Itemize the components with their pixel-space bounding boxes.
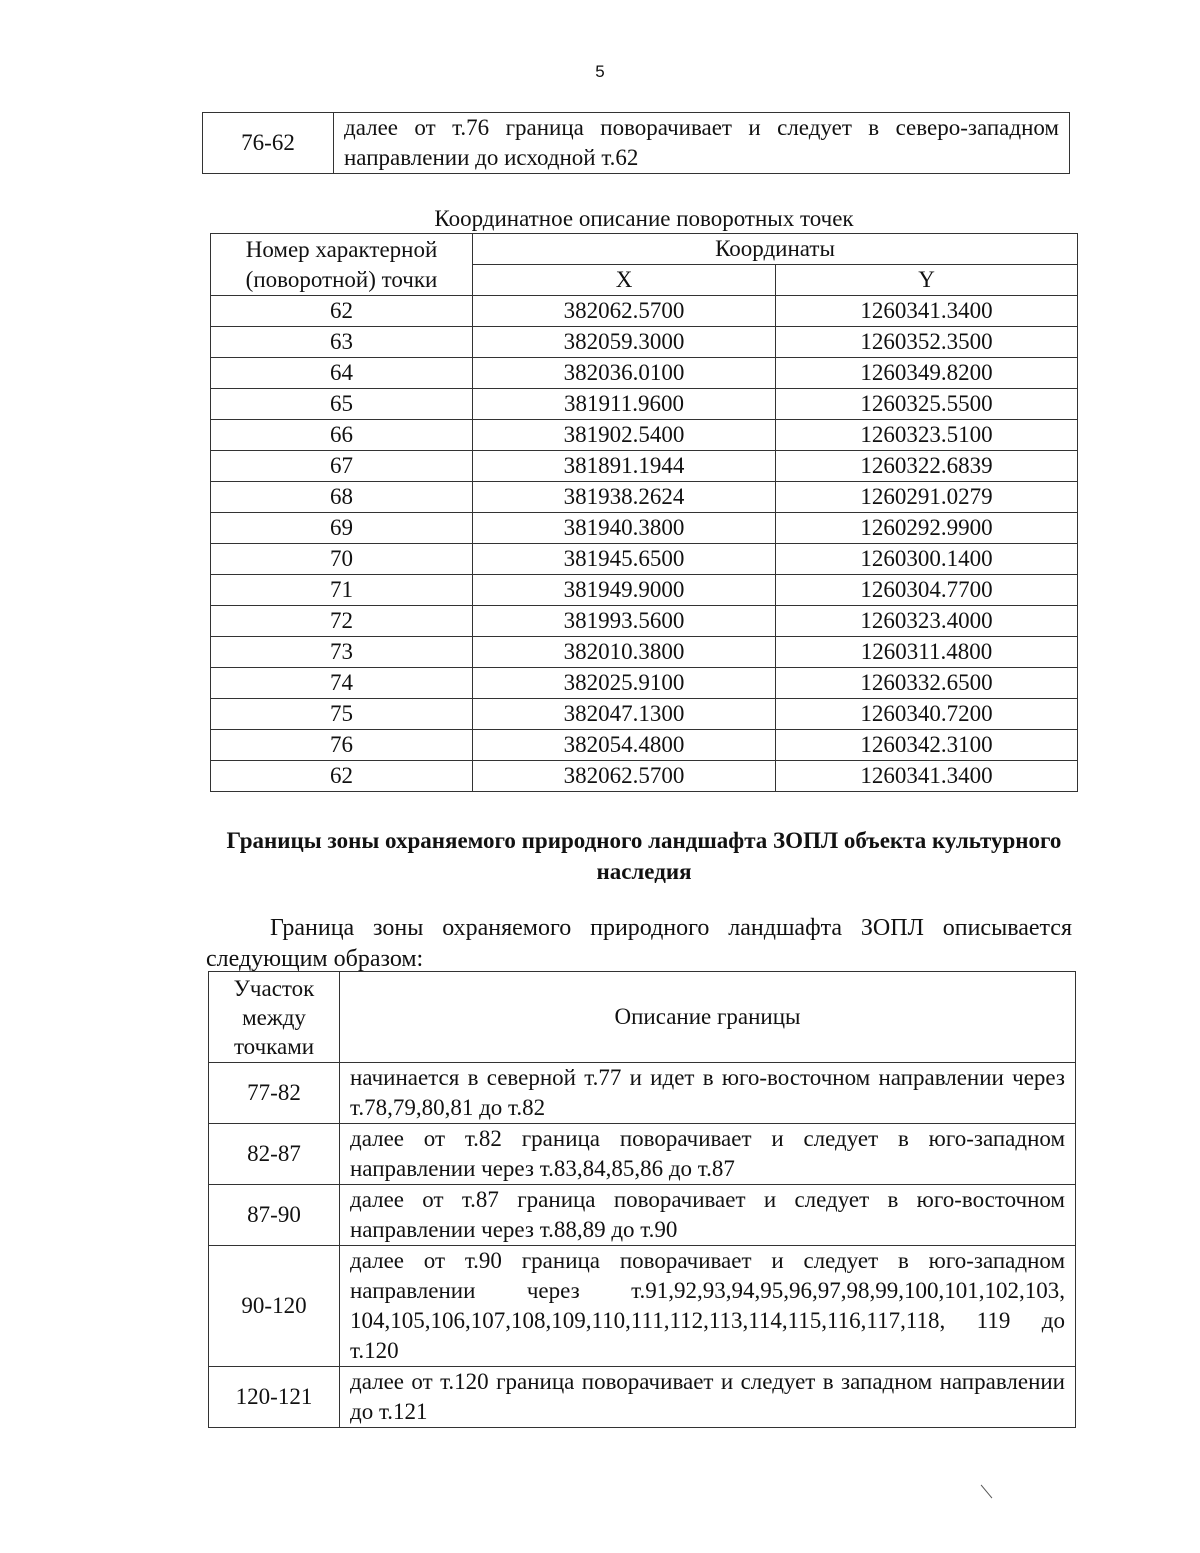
y-coordinate-cell: 1260323.4000 xyxy=(776,606,1078,637)
y-coordinate-cell: 1260349.8200 xyxy=(776,358,1078,389)
x-coordinate-cell: 382054.4800 xyxy=(473,730,776,761)
segment-header: Участок между точками xyxy=(209,972,340,1063)
table-row xyxy=(203,113,1070,174)
point-number-cell: 62 xyxy=(211,761,473,792)
y-coordinate-cell: 1260352.3500 xyxy=(776,327,1078,358)
coordinate-row xyxy=(211,513,1078,544)
x-coordinate-cell: 381945.6500 xyxy=(473,544,776,575)
x-coordinate-cell: 381993.5600 xyxy=(473,606,776,637)
coordinate-row xyxy=(211,761,1078,792)
point-number-cell: 65 xyxy=(211,389,473,420)
x-coordinate-cell: 381891.1944 xyxy=(473,451,776,482)
coordinate-row xyxy=(211,699,1078,730)
y-coordinate-cell: 1260291.0279 xyxy=(776,482,1078,513)
coordinate-row xyxy=(211,296,1078,327)
coordinates-table xyxy=(210,233,1078,792)
point-number-cell: 67 xyxy=(211,451,473,482)
point-number-cell: 66 xyxy=(211,420,473,451)
point-number-cell: 69 xyxy=(211,513,473,544)
coordinate-row xyxy=(211,730,1078,761)
zone-row xyxy=(209,1246,1076,1367)
x-coordinate-cell: 381949.9000 xyxy=(473,575,776,606)
segment-cell: 90-120 xyxy=(209,1246,340,1367)
zone-row xyxy=(209,1185,1076,1246)
segment-cell: 77-82 xyxy=(209,1063,340,1124)
coordinate-row xyxy=(211,575,1078,606)
point-number-cell: 64 xyxy=(211,358,473,389)
coordinates-header: Координаты xyxy=(473,234,1078,265)
description-cell: далее от т.76 граница поворачивает и следует в северо-западном направлении до исходной т.62 xyxy=(334,113,1070,174)
point-number-cell: 70 xyxy=(211,544,473,575)
point-number-cell: 76 xyxy=(211,730,473,761)
description-cell: далее от т.82 граница поворачивает и следует в юго-западном направлении через т.83,84,85,86 до т.87 xyxy=(340,1124,1076,1185)
y-coordinate-cell: 1260332.6500 xyxy=(776,668,1078,699)
x-coordinate-cell: 381902.5400 xyxy=(473,420,776,451)
y-coordinate-cell: 1260341.3400 xyxy=(776,761,1078,792)
description-header: Описание границы xyxy=(340,972,1076,1063)
description-cell: далее от т.87 граница поворачивает и следует в юго-восточном направлении через т.88,89 до т.90 xyxy=(340,1185,1076,1246)
point-number-cell: 63 xyxy=(211,327,473,358)
y-coordinate-cell: 1260304.7700 xyxy=(776,575,1078,606)
stray-pen-mark xyxy=(981,1485,993,1499)
coordinate-row xyxy=(211,668,1078,699)
description-cell: далее от т.90 граница поворачивает и следует в юго-западном направлении через т.91,92,93,94,95,96,97,98,99,100,101,102,103, 104,105,106,107,108,109,110,111,112,113,114,115,116,117,118, 119 до т.120 xyxy=(340,1246,1076,1367)
coordinate-row xyxy=(211,544,1078,575)
point-number-header: Номер характерной (поворотной) точки xyxy=(211,234,473,296)
zone-table-body xyxy=(209,972,1076,1428)
intro-paragraph: Граница зоны охраняемого природного ландшафта ЗОПЛ описывается следующим образом: xyxy=(206,915,1072,972)
point-number-cell: 72 xyxy=(211,606,473,637)
y-coordinate-cell: 1260341.3400 xyxy=(776,296,1078,327)
point-number-cell: 62 xyxy=(211,296,473,327)
segment-cell: 120-121 xyxy=(209,1367,340,1428)
y-coordinate-cell: 1260292.9900 xyxy=(776,513,1078,544)
x-coordinate-cell: 382047.1300 xyxy=(473,699,776,730)
y-coordinate-cell: 1260300.1400 xyxy=(776,544,1078,575)
point-number-cell: 74 xyxy=(211,668,473,699)
description-cell: начинается в северной т.77 и идет в юго-восточном направлении через т.78,79,80,81 до т.82 xyxy=(340,1063,1076,1124)
x-coordinate-cell: 382062.5700 xyxy=(473,296,776,327)
point-number-cell: 71 xyxy=(211,575,473,606)
coordinate-row xyxy=(211,606,1078,637)
coordinate-row xyxy=(211,358,1078,389)
point-number-cell: 68 xyxy=(211,482,473,513)
boundary-continuation-table xyxy=(202,112,1070,174)
coordinates-table-body xyxy=(211,234,1078,792)
x-coordinate-cell: 382059.3000 xyxy=(473,327,776,358)
point-number-cell: 75 xyxy=(211,699,473,730)
segment-cell: 76-62 xyxy=(203,113,334,174)
coordinate-row xyxy=(211,420,1078,451)
coordinate-row xyxy=(211,451,1078,482)
y-coordinate-cell: 1260342.3100 xyxy=(776,730,1078,761)
zone-header-row xyxy=(209,972,1076,1063)
x-coordinate-cell: 381911.9600 xyxy=(473,389,776,420)
coordinates-caption: Координатное описание поворотных точек xyxy=(434,206,854,231)
segment-cell: 87-90 xyxy=(209,1185,340,1246)
zone-row xyxy=(209,1124,1076,1185)
top-table-body xyxy=(203,113,1070,174)
y-coordinate-cell: 1260325.5500 xyxy=(776,389,1078,420)
description-cell: далее от т.120 граница поворачивает и следует в западном направлении до т.121 xyxy=(340,1367,1076,1428)
coordinates-header-row xyxy=(211,234,1078,265)
x-coordinate-cell: 382036.0100 xyxy=(473,358,776,389)
page-number: 5 xyxy=(595,62,605,81)
x-coordinate-cell: 382062.5700 xyxy=(473,761,776,792)
zone-boundary-table xyxy=(208,971,1076,1428)
y-coordinate-cell: 1260311.4800 xyxy=(776,637,1078,668)
y-coordinate-cell: 1260340.7200 xyxy=(776,699,1078,730)
zone-row xyxy=(209,1063,1076,1124)
coordinate-row xyxy=(211,637,1078,668)
x-coordinate-cell: 382025.9100 xyxy=(473,668,776,699)
coordinate-row xyxy=(211,327,1078,358)
zone-row xyxy=(209,1367,1076,1428)
y-coordinate-cell: 1260323.5100 xyxy=(776,420,1078,451)
x-coordinate-cell: 381940.3800 xyxy=(473,513,776,544)
coordinate-row xyxy=(211,389,1078,420)
coordinate-row xyxy=(211,482,1078,513)
y-header: Y xyxy=(776,265,1078,296)
segment-cell: 82-87 xyxy=(209,1124,340,1185)
x-coordinate-cell: 382010.3800 xyxy=(473,637,776,668)
point-number-cell: 73 xyxy=(211,637,473,668)
x-coordinate-cell: 381938.2624 xyxy=(473,482,776,513)
section-heading: Границы зоны охраняемого природного ландшафта ЗОПЛ объекта культурного наследия xyxy=(226,828,1062,884)
y-coordinate-cell: 1260322.6839 xyxy=(776,451,1078,482)
x-header: X xyxy=(473,265,776,296)
